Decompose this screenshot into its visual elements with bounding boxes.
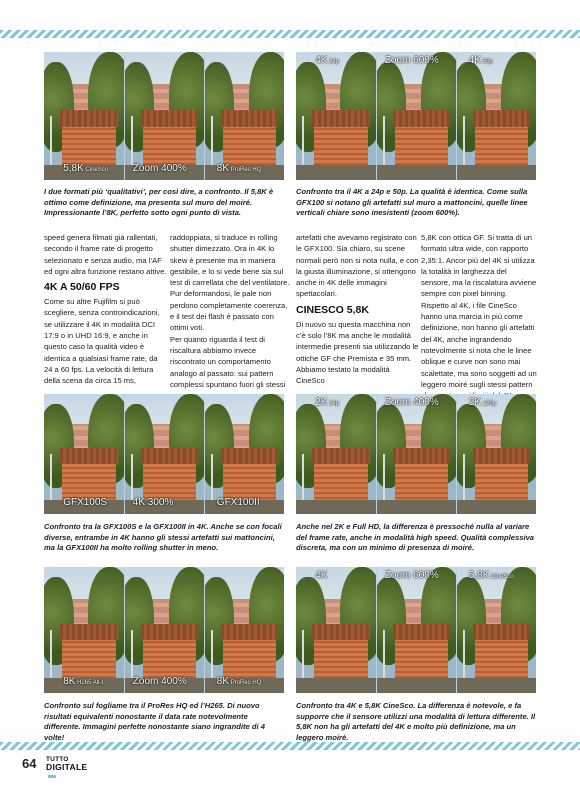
section-heading: CINESCO 5,8K <box>296 303 369 316</box>
roof <box>393 624 450 641</box>
logo-line-1: TUTTO <box>46 756 69 763</box>
roof <box>473 110 530 127</box>
antenna <box>211 630 213 680</box>
zoom-label-main: Zoom 400% <box>132 163 187 174</box>
zoom-label-detail: 24p <box>327 401 340 407</box>
roof <box>141 110 198 127</box>
body-text: speed genera filmati già rallentati, secondo il frame rate di progetto selezionato e senza audio, ma l’AF ed ogni altra funzione restano attive. <box>44 233 167 276</box>
photo-crop <box>456 394 536 514</box>
ground <box>296 165 376 180</box>
article-column <box>296 232 420 387</box>
zoom-label-main: 8K <box>216 676 230 687</box>
article-column <box>170 232 292 390</box>
ground <box>377 678 456 693</box>
zoom-label-main: Zoom 600% <box>384 570 439 581</box>
photo-crop <box>376 52 456 180</box>
antenna <box>211 454 213 502</box>
photo-crop <box>124 52 204 180</box>
zoom-label-detail: ProRes HQ <box>229 167 262 173</box>
article-column <box>44 232 168 387</box>
body-text: artefatti che avevamo registrato con le GFX100. Sia chiaro, su scene normali però non si nota nulla, e con la giusta illuminazione, si ottengono anche in 4K delle immagini spettacolari. <box>296 233 419 299</box>
zoom-label-detail: H265 All-I <box>75 680 104 686</box>
comparison-photo <box>296 567 536 693</box>
photo-caption: Confronto tra il 4K a 24p e 50p. La qualità è identica. Come sulla GFX100 si notano gli artefatti sul muro a mattoncini, quelle linee verticali chiare sono inesistenti (zoom 600%). <box>296 187 528 217</box>
antenna <box>131 116 133 167</box>
zoom-label-main: 4K <box>315 55 328 66</box>
zoom-label-detail: 50p <box>481 59 493 65</box>
roof <box>141 624 198 641</box>
zoom-label <box>133 163 187 176</box>
photo-crop <box>44 567 124 693</box>
roof <box>60 624 118 641</box>
roof <box>393 110 450 127</box>
zoom-label-main: Zoom 600% <box>384 55 439 66</box>
roof <box>60 448 118 464</box>
zoom-label-main: Zoom 400% <box>384 397 439 408</box>
zoom-label <box>63 497 107 510</box>
zoom-label <box>469 397 496 410</box>
comparison-photo <box>44 52 284 180</box>
photo-crop <box>124 567 204 693</box>
photo-caption: Confronto tra 4K e 5,8K CineSco. La differenza è notevole, e fa supporre che il sensore utilizzi una modalità di lettura differente. Il 5,8K non ha gli artefatti del 4K e molto più definizione, ma un leggero moiré. <box>296 701 536 742</box>
logo-accent-bar <box>48 775 56 778</box>
roof <box>60 110 118 127</box>
antenna <box>211 116 213 167</box>
roof <box>141 448 198 464</box>
zoom-label-detail: CineSco <box>83 167 109 173</box>
zoom-label-main: Zoom 400% <box>132 676 187 687</box>
zoom-label <box>469 570 514 583</box>
photo-caption: Anche nel 2K e Full HD, la differenza è pressoché nulla al variare del frame rate, anche in modalità high speed. Qualità complessiva discreta, ma con un minimo di presenza di moiré. <box>296 522 535 552</box>
ground <box>457 500 536 514</box>
roof <box>312 448 370 464</box>
antenna <box>463 454 465 502</box>
zoom-label-main: 2K <box>315 397 328 408</box>
photo-crop <box>376 394 456 514</box>
body-text: raddoppiata, si traduce in rolling shutter dimezzato. Ora in 4K lo skew è presente ma in maniera gestibile, e lo si vede bene sia sul test di carrellata che del ventilatore. Pur deformandosi, le pale non perdono completamente coerenza, e il test dei flash è passato con ottimi voti. <box>170 233 290 333</box>
photo-crop <box>204 567 284 693</box>
ground <box>296 678 376 693</box>
zoom-label <box>133 497 174 510</box>
zoom-label-main: 2K <box>468 397 482 408</box>
logo-line-2: DIGITALE <box>46 762 88 772</box>
antenna <box>131 454 133 502</box>
zoom-label <box>385 55 439 68</box>
roof <box>312 624 370 641</box>
ground <box>457 165 536 180</box>
ground <box>296 500 376 514</box>
decorative-stripe-bottom <box>0 742 580 750</box>
zoom-label <box>63 676 103 689</box>
photo-caption: Confronto sul fogliame tra il ProRes HQ ed l’H265. Di nuovo risultati equivalenti nonostante il data rate notevolmente differente. Immagini perfette nonostante siano ingrandite di 4 volte! <box>44 701 265 742</box>
zoom-label <box>217 163 262 176</box>
comparison-photo <box>44 567 284 693</box>
zoom-label-main: GFX100II <box>216 497 260 508</box>
zoom-label-main: 8K <box>63 676 76 687</box>
ground <box>377 500 456 514</box>
antenna <box>463 630 465 680</box>
roof <box>473 448 530 464</box>
photo-crop <box>44 52 124 180</box>
zoom-label-main: 8K <box>216 163 230 174</box>
ground <box>457 678 536 693</box>
roof <box>473 624 530 641</box>
antenna <box>50 454 52 502</box>
magazine-logo <box>46 756 90 781</box>
zoom-label <box>315 55 339 68</box>
zoom-label <box>217 676 262 689</box>
antenna <box>131 630 133 680</box>
zoom-label-main: 5,8K <box>468 570 490 581</box>
zoom-label-main: 4K <box>468 55 482 66</box>
zoom-label-detail: CineSco <box>489 574 514 580</box>
zoom-label <box>315 570 327 583</box>
antenna <box>50 116 52 167</box>
roof <box>393 448 450 464</box>
photo-crop <box>296 567 376 693</box>
photo-crop <box>296 394 376 514</box>
zoom-label-detail: 24p <box>327 59 340 65</box>
zoom-label <box>133 676 187 689</box>
antenna <box>383 630 385 680</box>
zoom-label <box>469 55 493 68</box>
roof <box>221 448 278 464</box>
photo-crop <box>296 52 376 180</box>
photo-caption: I due formati più ‘qualitativi’, per così dire, a confronto. Il 5,8K è ottimo come definizione, ma presenta sul muro del moiré. Impressionante l’8K, perfetto sotto ogni punto di vista. <box>44 187 274 217</box>
comparison-photo <box>296 394 536 514</box>
zoom-label-main: 5,8K <box>63 163 84 174</box>
photo-crop <box>456 567 536 693</box>
antenna <box>383 454 385 502</box>
roof <box>312 110 370 127</box>
body-text: Come su altre Fujifilm si può scegliere, senza controindicazioni, se utilizzare il 4K in modalità DCI 17:9 o in UHD 16:9, e anche in questo caso la qualità video è identica a qualsiasi frame rate, da 24 a 60 fps. La velocità di lettura della scena da circa 15 ms, <box>44 297 160 386</box>
photo-crop <box>44 394 124 514</box>
body-text: Per quanto riguarda il test di riscaltura abbiamo invece riscontrato un comportamento analogo al passato: sui pattern complessi spuntano fuori gli stessi <box>170 334 286 389</box>
zoom-label-main: 4K 300% <box>132 497 174 508</box>
photo-crop <box>204 52 284 180</box>
zoom-label <box>315 397 339 410</box>
body-text: Di nuovo su questa macchina non c’è solo l’8K ma anche le modalità intermedie presenti sia utilizzando le ottiche GF che Premista e 35 mm. Abbiamo testato la modalità CineSco <box>296 319 419 386</box>
photo-crop <box>456 52 536 180</box>
section-heading: 4K A 50/60 FPS <box>44 281 120 294</box>
decorative-stripe-top <box>0 30 580 38</box>
roof <box>221 624 278 641</box>
comparison-photo <box>44 394 284 514</box>
antenna <box>302 630 304 680</box>
zoom-label-main: GFX100S <box>63 497 108 508</box>
zoom-label-detail: ProRes HQ <box>229 680 262 686</box>
photo-crop <box>376 567 456 693</box>
page-number: 64 <box>22 756 37 771</box>
comparison-photo <box>296 52 536 180</box>
antenna <box>50 630 52 680</box>
photo-crop <box>124 394 204 514</box>
photo-caption: Confronto tra la GFX100S e la GFX100II in 4K. Anche se con focali diverse, entrambe in 4K hanno gli stessi artefatti sui mattoncini, ma la GFX100II ha molto rolling shutter in meno. <box>44 522 282 552</box>
antenna <box>302 116 304 167</box>
zoom-label <box>385 397 439 410</box>
antenna <box>302 454 304 502</box>
antenna <box>463 116 465 167</box>
zoom-label <box>217 497 260 510</box>
antenna <box>383 116 385 167</box>
body-text: 5,8K con ottica GF. Si tratta di un formato ultra wide, con rapporto 2,35:1. Ancor più del 4K si utilizza la totalità in larghezza del sensore, ma la riscalatura avviene sempre con pixel binning. Rispetto al 4K, i file CineSco hanno una marcia in più come definizione, non hanno gli artefatti del 4K, anche ingrandendo notevolmente si nota che le linee oblique e curve non sono mai scalettate, ma sono soggetti ad un leggero moiré sugli stessi pattern <box>421 233 537 389</box>
photo-crop <box>204 394 284 514</box>
zoom-label-detail: 120p <box>481 401 497 407</box>
roof <box>221 110 278 127</box>
article-column <box>421 232 537 401</box>
zoom-label-main: 4K <box>315 570 328 581</box>
zoom-label <box>385 570 439 583</box>
zoom-label <box>63 163 108 176</box>
ground <box>377 165 456 180</box>
